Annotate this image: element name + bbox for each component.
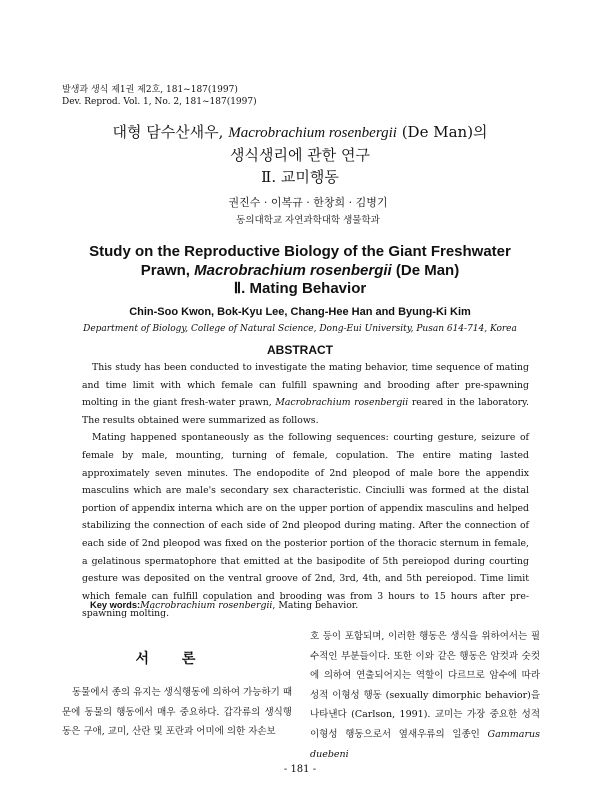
journal-citation-english: Dev. Reprod. Vol. 1, No. 2, 181~187(1997) <box>62 97 257 107</box>
korean-title-line1: 대형 담수산새우, Macrobrachium rosenbergii (De Man)의 <box>112 123 488 141</box>
korean-title-line2: 생식생리에 관한 연구 <box>230 146 370 164</box>
korean-affiliation: 동의대학교 자연과학대학 생물학과 <box>236 215 380 226</box>
intro-left-column <box>62 683 292 742</box>
intro-right-column <box>310 627 540 764</box>
abstract-heading: ABSTRACT <box>267 343 333 357</box>
intro-right-text: 호 등이 포함되며, 이러한 행동은 생식을 위하여서는 필수적인 부분들이다. 또한 이와 같은 행동은 암컷과 숫컷에 의하여 연출되어지는 역할이 다르므로 암수에 따라 성적 이형성 행동 (sexually dimorphic behavior)을 나타낸다 (Carlson, 1991). 교미는 가장 중요한 성적 이형성 행동으로서 옆새우류의 일종인 Gammarus duebeni <box>310 631 540 760</box>
abstract-paragraph-2: Mating happened spontaneously as the following sequences: courting gesture, seizure of female by male, mounting, turning of female, copulation. The entire mating lasted approximately seven minutes. The endopodite of 2nd pleopod of male bore the appendix masculins which are male's secondary sex characteristic. Cinciulli was formed at the distal portion of appendix interna which are on the upper portion of appendix masculins and helped stabilizing the connection of each side of 2nd pleopod during mating. After the connection of each side of 2nd pleopod was fixed on the posterior portion of the thoracic sternum in female, a gelatinous spermatophore that emitted at the basipodite of 5th pereiopod during courting gesture was deposited on the ventral groove of 2nd, 3rd, 4th, and 5th pereiopod. Time limit which female can fulfill copulation and brooding was from 3 hours to 15 hours after pre-spawning molting. <box>82 432 529 620</box>
korean-authors: 권진수 · 이복규 · 한창희 · 김병기 <box>228 196 388 209</box>
journal-citation-korean: 발생과 생식 제1권 제2호, 181~187(1997) <box>62 85 238 95</box>
intro-left-text: 동물에서 종의 유지는 생식행동에 의하여 가능하기 때문에 동물의 행동에서 매우 중요하다. 갑각류의 생식행동은 구애, 교미, 산란 및 포란과 어미에 의한 자손보 <box>62 687 293 738</box>
english-authors: Chin-Soo Kwon, Bok-Kyu Lee, Chang-Hee Han and Byung-Ki Kim <box>129 306 471 318</box>
page-number: - 181 - <box>283 764 317 775</box>
english-title-line2: Prawn, Macrobrachium rosenbergii (De Man) <box>140 262 460 279</box>
english-title-line1: Study on the Reproductive Biology of the Giant Freshwater <box>89 243 511 260</box>
english-affiliation: Department of Biology, College of Natural Science, Dong-Eui University, Pusan 614-714, Korea <box>83 324 517 334</box>
intro-heading: 서 론 <box>135 651 210 667</box>
abstract-paragraph-1: This study has been conducted to investigate the mating behavior, time sequence of mating and time limit with which female can fulfill spawning and brooding after pre-spawning molting in the giant fresh-water prawn, Macrobrachium rosenbergii reared in the laboratory. The results obtained were summarized as follows. <box>82 362 529 426</box>
abstract-body <box>82 359 529 623</box>
english-title-line3: Ⅱ. Mating Behavior <box>233 280 367 297</box>
keywords: Key words:Macrobrachium rosenbergii, Mating behavior. <box>90 600 359 611</box>
korean-title-line3: Ⅱ. 교미행동 <box>261 168 339 186</box>
